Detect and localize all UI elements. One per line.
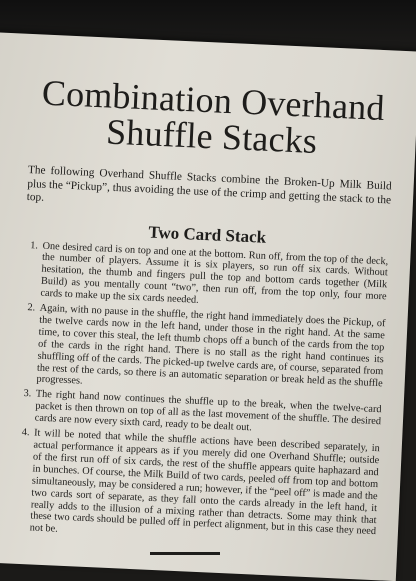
step-item: 2. Again, with no pause in the shuffle, the right hand immediately does the Pickup, of the twelve cards now in the left hand, under those in the right hand. At the same time, to cover this steal, the left thumb chops off a bunch of the cards from the top of the cards in the right hand. There is no stall as the right hand continues its shuffling off of the cards. The picked-up twelve cards are, of course, separated from the rest of the cards, so there is an automatic separation or break held as the shuffle progresses. [34,303,385,402]
page-content [11,74,396,553]
step-item: 3. The right hand now continues the shuffle up to the break, when the twelve-card packet is then thrown on top of all as the last movement of the shuffle. The desired cards are now every sixth card, ready to be dealt out. [32,389,381,440]
page-title: Combination Overhand Shuffle Stacks [41,72,386,162]
step-item: 1. One desired card is on top and one at the bottom. Run off, from the top of the deck, the number of players. Assume it is six players, so run off six cards. Without hesitation, the thumb and fingers pull the top and bottom cards together (Milk Build) as you mentally count “two”, then run off, from the top only, four more cards to make up the six cards needed. [38,240,388,315]
section-title: Two Card Stack [148,222,267,247]
book-page [0,32,416,581]
intro-paragraph: The following Overhand Shuffle Stacks combine the Broken-Up Milk Build plus the “Pickup”, thus avoiding the use of the crimp and getting the stack to the top. [26,163,392,206]
steps-list [11,239,388,550]
step-item: 4. It will be noted that while the shuffle actions have been described separately, in actual performance it appears as if you merely did one Overhand Shuffle; outside of the first run off of six cards, the rest of the shuffle appears quite haphazard and in bunches. Of course, the Milk Build of two cards, peeled off from top and bottom simultaneously, may be considered a run; however, if the “peel off” is made and the two cards sort of separate, as they fall onto the cards already in the left hand, it really adds to the illusion of a mixing rather than detracts. Some may think that these two cards should be pulled off in perfect alignment, but in this case they need not be. [27,428,380,551]
